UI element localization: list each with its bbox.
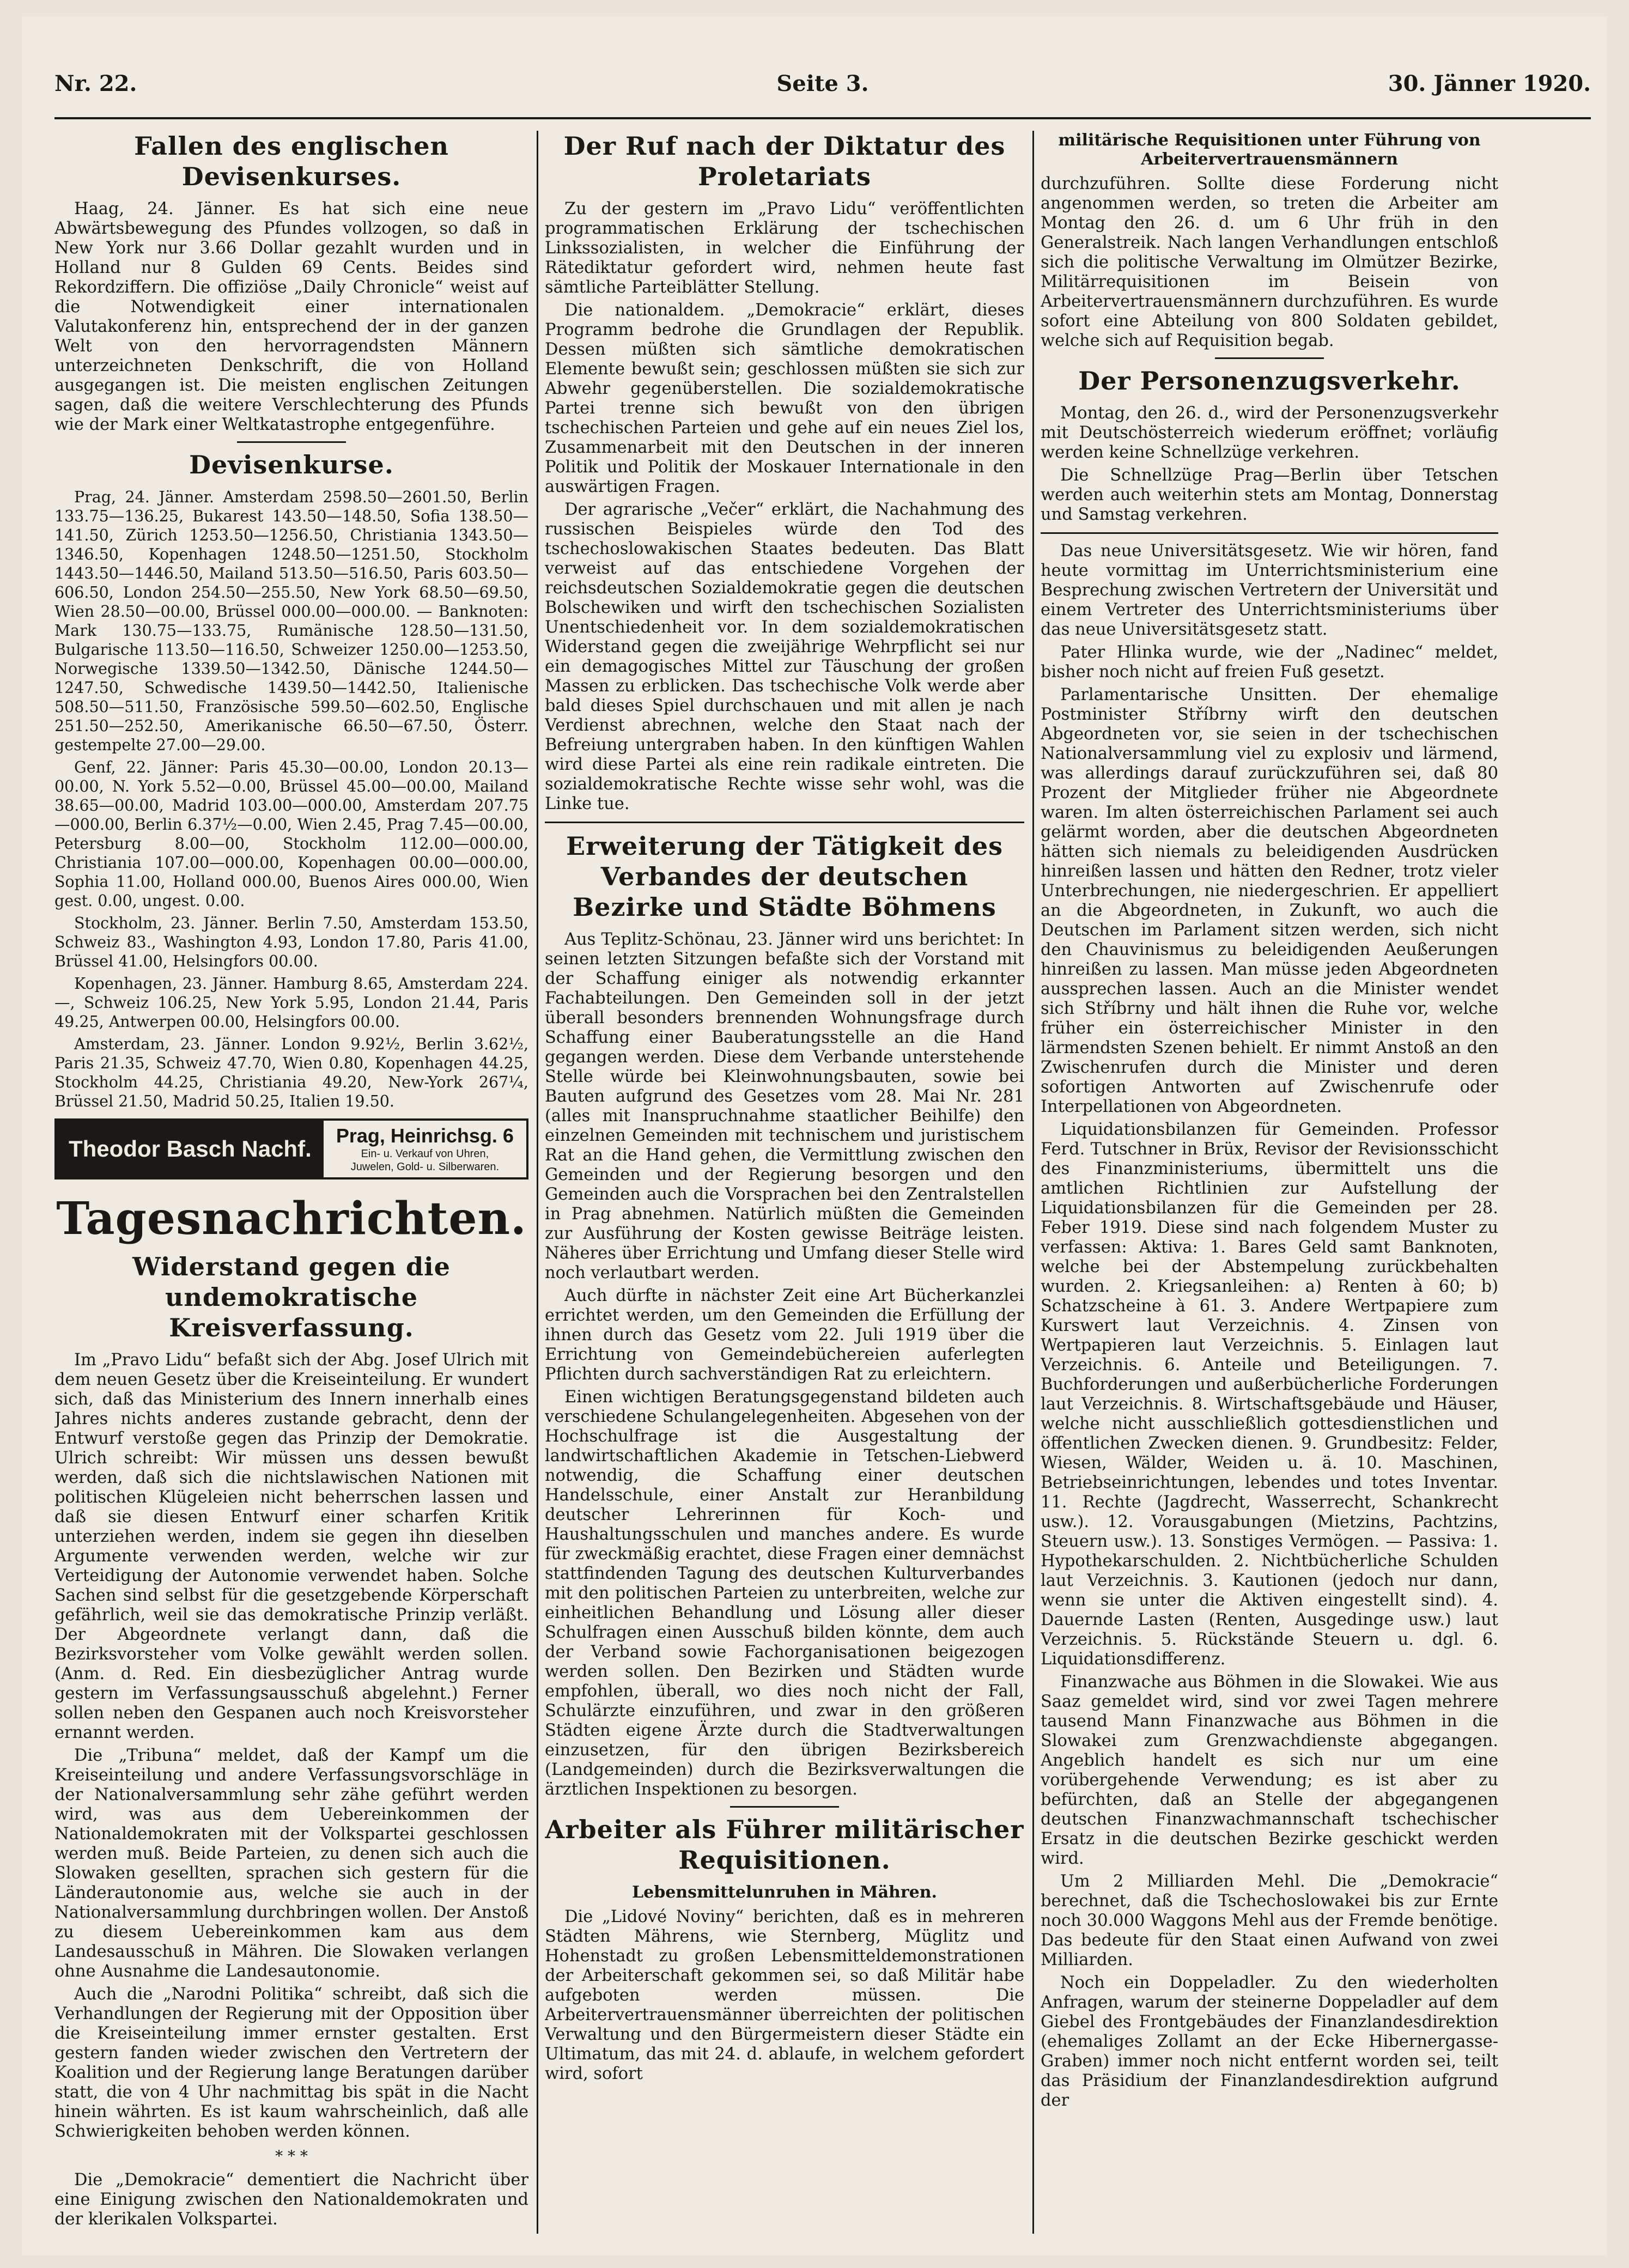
exchange-rates-stockholm: Stockholm, 23. Jänner. Berlin 7.50, Amsterdam 153.50, Schweiz 83., Washington 4.93, London 17.80, Paris 41.00, Brüssel 41.00, Helsingfors 00.00. xyxy=(54,914,528,970)
news-item: Noch ein Doppeladler. Zu den wiederholten Anfragen, warum der steinerne Doppeladler auf dem Giebel des Frontgebäudes der Finanzlandesdirektion (ehemaliges Zollamt an der Ecke Hibernergasse-Graben) immer noch nicht entfernt worden sei, teilt das Präsidium der Finanzlandesdirektion aufgrund der xyxy=(1041,1973,1498,2110)
article-paragraph: Aus Teplitz-Schönau, 23. Jänner wird uns berichtet: In seinen letzten Sitzungen befaßte sich der Vorstand mit der Schaffung einiger als notwendig erkannter Fachabteilungen. Den Gemeinden soll in der jetzt überall besonders brennenden Wohnungsfrage durch Schaffung einer Bauberatungsstelle an die Hand gegangen werden. Diese dem Verbande unterstehende Stelle würde bei Kleinwohnungsbauten, sowie bei Bauten aufgrund des Gesetzes vom 28. Mai Nr. 281 (alles mit Inanspruchnahme staatlicher Beihilfe) den einzelnen Gemeinden mit technischem und juristischem Rat an die Hand gehen, die Vermittlung zwischen den Gemeinden und der Regierung besorgen und den Gemeinden auch die Vorsprachen bei den Zentralstellen in Prag abnehmen. Natürlich müßten die Gemeinden zur Ausführung der Kosten gewisse Beiträge leisten. Näheres über Errichtung und Umfang dieser Stelle wird noch verlautbart werden. xyxy=(545,930,1024,1282)
separator-stars: * * * xyxy=(275,2147,308,2165)
article-paragraph: Die nationaldem. „Demokracie“ erklärt, dieses Programm bedrohe die Grundlagen der Republik. Dessen müßten sich sämtliche demokratischen Elemente bewußt sein; geschlossen müßten sie sich zur Abwehr gegenüberstellen. Die sozialdemokratische Partei trenne sich bewußt von den übrigen tschechischen Parteien und gehe auf ein neues Ziel los, Zusammenarbeit mit den Deutschen in der inneren Politik und Politik der Moskauer Internationale in den auswärtigen Fragen. xyxy=(545,301,1024,496)
divider xyxy=(730,1806,839,1808)
article-paragraph: Auch die „Narodni Politika“ schreibt, daß sich die Verhandlungen der Regierung mit der Opposition über die Kreiseinteilung immer ernster gestalten. Erst gestern fanden wieder zwischen den Vertretern der Koalition und der Regierung lange Beratungen darüber statt, die von 4 Uhr nachmittag bis spät in die Nacht hinein währten. Es ist kaum wahrscheinlich, daß alle Schwierigkeiten behoben werden können. xyxy=(54,1985,528,2141)
article-title: Der Personenzugsverkehr. xyxy=(1078,366,1461,396)
news-item: Liquidationsbilanzen für Gemeinden. Professor Ferd. Tutschner in Brüx, Revisor der Revisionsschicht des Finanzministeriums, übermittelt uns die amtlichen Richtlinien zur Aufstellung der Liquidationsbilanzen für die Gemeinden per 28. Feber 1919. Diese sind nach folgendem Muster zu verfassen: Aktiva: 1. Bares Geld samt Banknoten, welche bei der Abstempelung zurückbehalten wurden. 2. Kriegsanleihen: a) Renten à 60; b) Schatzscheine à 61. 3. Andere Wertpapiere zum Kurswert laut Verzeichnis. 4. Zinsen von Wertpapieren laut Verzeichnis. 5. Einlagen laut Verzeichnis. 6. Anteile und Beteiligungen. 7. Buchforderungen und außerbücherliche Forderungen laut Verzeichnis. 8. Wirtschaftsgebäude und Häuser, welche nicht ausschließlich gottesdienstlichen und öffentlichen Zwecken dienen. 9. Grundbesitz: Felder, Wiesen, Wälder, Weiden u. ä. 10. Maschinen, Betriebseinrichtungen, lebendes und totes Inventar. 11. Rechte (Jagdrecht, Wasserrecht, Schankrecht usw.). 12. Vorausgabungen (Mietzins, Pachtzins, Steuern usw.). 13. Sonstiges Vermögen. — Passiva: 1. Hypothekarschulden. 2. Nichtbücherliche Schulden laut Verzeichnis. 3. Kautionen (jedoch nur dann, wenn sie unter die Aktiven eingestellt sind). 4. Dauernde Lasten (Renten, Ausgedinge usw.) laut Verzeichnis. 5. Rückstände Steuern u. dgl. 6. Liquidationsdifferenz. xyxy=(1041,1120,1498,1669)
article-paragraph: Die „Tribuna“ meldet, daß der Kampf um die Kreiseinteilung und andere Verfassungsvorschläge in der Nationalversammlung sehr zähe geführt werden wird, was aus dem Uebereinkommen der Nationaldemokraten mit der Volkspartei geschlossen werden muß. Beide Parteien, zu denen sich auch die Slowaken gesellten, sprachen sich gestern für die Länderautonomie aus, welche sie auch in der Nationalversammlung durchbringen wollen. Der Anstoß zu diesem Uebereinkommen kam aus dem Landesausschuß in Mähren. Die Slowaken verlangen ohne Ausnahme die Landesautonomie. xyxy=(54,1746,528,1981)
divider xyxy=(1215,357,1324,359)
ad-line: Ein- u. Verkauf von Uhren, xyxy=(361,1148,489,1160)
article-paragraph: durchzuführen. Sollte diese Forderung nicht angenommen werden, so treten die Arbeiter am Montag den 26. d. um 6 Uhr früh in den Generalstreik. Nach langen Verhandlungen entschloß sich die politische Verwaltung im Olmützer Bezirke, Militärrequisitionen im Beisein von Arbeitervertrauensmännern durchzuführen. Es wurde sofort eine Abteilung von 800 Soldaten gebildet, welche sich auf Requisition begab. xyxy=(1041,174,1498,350)
section-title-devisenkurse: Devisenkurse. xyxy=(189,450,394,479)
article-paragraph: Einen wichtigen Beratungsgegenstand bildeten auch verschiedene Schulangelegenheiten. Abgesehen von der Hochschulfrage ist die Ausgestaltung der landwirtschaftlichen Akademie in Tetschen-Liebwerd notwendig, die Schaffung einer deutschen Handelsschule, einer Anstalt zur Heranbildung deutscher Lehrerinnen für Koch- und Haushaltungsschulen und manches andere. Es wurde für zweckmäßig erachtet, diese Fragen einer demnächst stattfindenden Tagung des deutschen Kulturverbandes mit den politischen Parteien zu unterbreiten, welche zur einheitlichen Behandlung und Lösung aller dieser Schulfragen einen Ausschuß bilden könnte, dem auch der Verband sowie Fachorganisationen beigezogen werden sollen. Den Bezirken und Städten wurde empfohlen, überall, wo dies noch nicht der Fall, Schulärzte einzuführen, und zwar in den größeren Städten eigene Ärzte durch die Stadtverwaltungen einzusetzen, für den übrigen Bezirksbereich (Landgemeinden) durch die Bezirksverwaltungen die ärztlichen Inspektionen zu besorgen. xyxy=(545,1388,1024,1799)
article-paragraph: Zu der gestern im „Pravo Lidu“ veröffentlichten programmatischen Erklärung der tschechischen Linkssozialisten, in welcher die Einführung der Rätediktatur gefordert wird, nehmen heute fast sämtliche Parteiblätter Stellung. xyxy=(545,199,1024,297)
article-paragraph: Auch dürfte in nächster Zeit eine Art Bücherkanzlei errichtet werden, um den Gemeinden die Erfüllung der ihnen durch das Gesetz vom 22. Juli 1919 über die Errichtung von Gemeindebüchereien auferlegten Pflichten durch sachverständigen Rat zu erleichtern. xyxy=(545,1286,1024,1384)
article-paragraph: Die „Lidové Noviny“ berichten, daß es in mehreren Städten Mährens, wie Sternberg, Müglitz und Hohenstadt zu großen Lebensmitteldemonstrationen der Arbeiterschaft gekommen sei, so daß Militär habe aufgeboten werden müssen. Die Arbeitervertrauensmänner überreichten der politischen Verwaltung und den Bürgermeistern dieser Städte ein Ultimatum, das mit 24. d. ablaufe, in welchem gefordert wird, sofort xyxy=(545,1907,1024,2083)
article-title: Erweiterung der Tätigkeit des Verbandes der deutschen Bezirke und Städte Böhmens xyxy=(566,831,1004,922)
divider xyxy=(545,822,1024,823)
exchange-rates-kopenhagen: Kopenhagen, 23. Jänner. Hamburg 8.65, Amsterdam 224.—, Schweiz 106.25, New York 5.95, London 21.44, Paris 49.25, Antwerpen 00.00, Helsingfors 00.00. xyxy=(54,975,528,1031)
news-item: Parlamentarische Unsitten. Der ehemalige Postminister Stříbrny wirft den deutschen Abgeordneten vor, sie seien in der tschechischen Nationalversammlung viel zu explosiv und lärmend, was allerdings darauf zurückzuführen sei, daß 80 Prozent der Mitglieder früher nie Abgeordnete waren. Im alten österreichischen Parlament sei auch gelärmt worden, aber die deutschen Abgeordneten hätten sich niemals zu beleidigenden Ausdrücken hinreißen lassen und hätten den Redner, trotz vieler Unterbrechungen, nie niedergeschrien. Er appelliert an die Abgeordneten, in Zukunft, wo auch die Deutschen im Parlament sitzen werden, sich nicht den Chauvinismus zu beleidigenden Aeußerungen hinreißen zu lassen. Man müsse jeden Abgeordneten aussprechen lassen. Auch an die Minister wendet sich Stříbrny und hält ihnen die Ruhe vor, welche früher ein österreichischer Minister in den lärmendsten Szenen behielt. Er nimmt Anstoß an den Zwischenrufen durch die Minister und deren sofortigen Antworten auf Zwischenrufe oder Interpellationen von Abgeordneten. xyxy=(1041,685,1498,1116)
advertisement xyxy=(54,1118,528,1179)
divider xyxy=(237,441,346,443)
page-header xyxy=(54,71,1591,109)
article-title: Widerstand gegen die undemokratische Kreisverfassung. xyxy=(132,1252,451,1342)
article-paragraph: Im „Pravo Lidu“ befaßt sich der Abg. Josef Ulrich mit dem neuen Gesetz über die Kreiseinteilung. Er wundert sich, daß das Ministerium des Innern innerhalb eines Jahres nichts anderes zustande gebracht, denn der Entwurf verstoße gegen das Prinzip der Demokratie. Ulrich schreibt: Wir müssen uns dessen bewußt werden, daß sich die nichtslawischen Nationen mit politischen Klügeleien nicht beherrschen lassen und daß sie diesen Entwurf einer scharfen Kritik unterziehen werden, indem sie gegen ihn dieselben Argumente verwenden werden, welche wir zur Verteidigung der Autonomie verwendet haben. Solche Sachen sind selbst für die gesetzgebende Körperschaft gefährlich, weil sie das demokratische Prinzip verläßt. Der Abgeordnete verlangt dann, daß die Bezirksvorsteher vom Volke gewählt werden sollen. (Anm. d. Red. Ein diesbezüglicher Antrag wurde gestern im Verfassungsausschuß abgelehnt.) Ferner sollen neben den Gespanen auch noch Kreisvorsteher ernannt werden. xyxy=(54,1351,528,1742)
article-paragraph: Die Schnellzüge Prag—Berlin über Tetschen werden auch weiterhin stets am Montag, Donnerstag und Samstag verkehren. xyxy=(1041,466,1498,524)
article-title: Arbeiter als Führer militärischer Requisitionen. xyxy=(545,1815,1024,1875)
column-rule xyxy=(1032,131,1034,2234)
issue-number: Nr. 22. xyxy=(54,71,137,96)
article-paragraph: Montag, den 26. d., wird der Personenzugsverkehr mit Deutschösterreich wiederum eröffnet; vorläufig werden keine Schnellzüge verkehren. xyxy=(1041,404,1498,462)
header-rule xyxy=(54,117,1591,119)
article-paragraph: Haag, 24. Jänner. Es hat sich eine neue Abwärtsbewegung des Pfundes vollzogen, so daß in New York nur 3.66 Dollar gezahlt wurden und in Holland nur 8 Gulden 69 Cents. Beides sind Rekordziffern. Die offiziöse „Daily Chronicle“ weist auf die Notwendigkeit einer internationalen Valutakonferenz hin, entsprechend der in der ganzen Welt von den hervorragendsten Männern unterzeichneten Denkschrift, die von Holland ausgegangen ist. Die meisten englischen Zeitungen sagen, daß die weitere Verschlechterung des Pfunds wie der Mark einer Weltkatastrophe entgegenführe. xyxy=(54,199,528,434)
article-title: Fallen des englischen Devisenkurses. xyxy=(134,131,449,191)
column-1 xyxy=(54,131,528,2239)
news-item: Finanzwache aus Böhmen in die Slowakei. Wie aus Saaz gemeldet wird, sind vor zwei Tagen mehrere tausend Mann Finanzwache aus Böhmen in die Slowakei zum Grenzwachdienste abgegangen. Angeblich handelt es sich nur um eine vorübergehende Verwendung; es ist aber zu befürchten, daß an Stelle der abgegangenen deutschen Finanzwachmannschaft tschechischer Ersatz in die deutschen Bezirke geschickt werden wird. xyxy=(1041,1673,1498,1868)
page-number: Seite 3. xyxy=(776,71,869,96)
news-item: Um 2 Milliarden Mehl. Die „Demokracie“ berechnet, daß die Tschechoslowakei bis zur Ernte noch 30.000 Waggons Mehl aus der Fremde benötige. Das bedeute für den Staat einen Aufwand von zwei Milliarden. xyxy=(1041,1872,1498,1969)
exchange-rates-prag: Prag, 24. Jänner. Amsterdam 2598.50—2601.50, Berlin 133.75—136.25, Bukarest 143.50—148.50, Sofia 138.50—141.50, Zürich 1253.50—1256.50, Christiania 1343.50—1346.50, Kopenhagen 1248.50—1251.50, Stockholm 1443.50—1446.50, Mailand 513.50—516.50, Paris 603.50—606.50, London 254.50—255.50, New York 68.50—69.50, Wien 28.50—00.00, Brüssel 000.00—000.00. — Banknoten: Mark 130.75—133.75, Rumänische 128.50—131.50, Bulgarische 113.50—116.50, Schweizer 1250.00—1253.50, Norwegische 1339.50—1342.50, Dänische 1244.50—1247.50, Schwedische 1439.50—1442.50, Italienische 508.50—511.50, Französische 599.50—602.50, Englische 251.50—252.50, Amerikanische 66.50—67.50, Österr. gestempelte 27.00—29.00. xyxy=(54,488,528,754)
ad-address: Prag, Heinrichsg. 6 xyxy=(336,1124,514,1147)
divider xyxy=(1041,532,1498,534)
news-item: Das neue Universitätsgesetz. Wie wir hören, fand heute vormittag im Unterrichtsministerium eine Besprechung zwischen Vertretern der Universität und einem Vertreter des Unterrichtsministeriums über das neue Universitätsgesetz statt. xyxy=(1041,542,1498,639)
exchange-rates-genf: Genf, 22. Jänner: Paris 45.30—00.00, London 20.13—00.00, N. York 5.52—0.00, Brüssel 45.00—00.00, Mailand 38.65—00.00, Madrid 103.00—000.00, Amsterdam 207.75—000.00, Berlin 6.37½—0.00, Wien 2.45, Prag 7.45—00.00, Petersburg 8.00—00, Stockholm 112.00—000.00, Christiania 107.00—000.00, Kopenhagen 00.00—000.00, Sophia 11.00, Holland 000.00, Buenos Aires 000.00, Wien gest. 0.00, ungest. 0.00. xyxy=(54,758,528,910)
ad-company-name: Theodor Basch Nachf. xyxy=(57,1121,324,1177)
column-2 xyxy=(545,131,1024,2239)
article-title: Der Ruf nach der Diktatur des Proletariats xyxy=(563,131,1006,191)
exchange-rates-amsterdam: Amsterdam, 23. Jänner. London 9.92½, Berlin 3.62½, Paris 21.35, Schweiz 47.70, Wien 0.80, Kopenhagen 44.25, Stockholm 44.25, Christiania 49.20, New-York 267¼, Brüssel 21.50, Madrid 50.25, Italien 19.50. xyxy=(54,1035,528,1110)
article-paragraph: Der agrarische „Večer“ erklärt, die Nachahmung des russischen Beispieles würde den Tod des tschechoslowakischen Staates bedeuten. Das Blatt verweist auf das entschiedene Vorgehen der reichsdeutschen Sozialdemokratie gegen die deutschen Bolschewiken und wirft den tschechischen Sozialisten Unentschiedenheit vor. In dem sozialdemokratischen Widerstand gegen die zweijährige Wehrpflicht sei nur ein demagogisches Mittel zur Täuschung der großen Massen zu erblicken. Das tschechische Volk werde aber bald dieses Spiel durchschauen und mit allen je nach Verdienst abrechnen, welche den Staat nach der Befreiung untergraben haben. In den künftigen Wahlen wird diese Partei als eine rein radikale eintreten. Die sozialdemokratische Rechte wisse sehr wohl, was die Linke tue. xyxy=(545,500,1024,813)
newspaper-page xyxy=(22,16,1607,2255)
article-paragraph: Die „Demokracie“ dementiert die Nachricht über eine Einigung zwischen den Nationaldemokraten und der klerikalen Volkspartei. xyxy=(54,2170,528,2229)
article-subtitle: Lebensmittelunruhen in Mähren. xyxy=(632,1883,937,1902)
continued-heading: militärische Requisitionen unter Führung von Arbeitervertrauensmännern xyxy=(1058,131,1481,169)
column-3 xyxy=(1041,131,1498,2239)
issue-date: 30. Jänner 1920. xyxy=(1388,71,1591,96)
ad-line: Juwelen, Gold- u. Silberwaren. xyxy=(350,1161,500,1173)
section-title-tagesnachrichten: Tagesnachrichten. xyxy=(56,1193,527,1245)
news-item: Pater Hlinka wurde, wie der „Nadinec“ meldet, bisher noch nicht auf freien Fuß gesetzt. xyxy=(1041,643,1498,682)
column-rule xyxy=(537,131,538,2234)
ad-body xyxy=(324,1124,526,1173)
